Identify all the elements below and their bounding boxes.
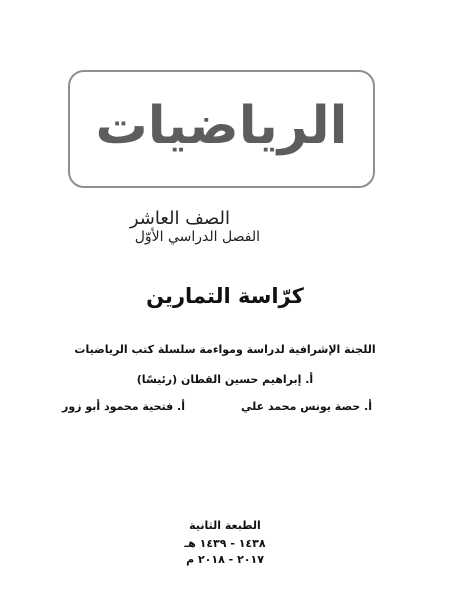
gregorian-year: ٢٠١٧ - ٢٠١٨ م <box>186 553 264 566</box>
committee-heading: اللجنة الإشرافية لدراسة ومواءمة سلسلة كتب الرياضيات <box>74 343 376 356</box>
semester-label: الفصل الدراسي الأوّل <box>134 229 260 245</box>
title-frame <box>68 70 375 188</box>
hijri-year: ١٤٣٨ - ١٤٣٩ هـ <box>184 537 266 550</box>
committee-chair: أ. إبراهيم حسين القطان (رئيسًا) <box>136 373 314 386</box>
workbook-title: كرّاسة التمارين <box>146 284 304 308</box>
edition-label: الطبعة الثانية <box>189 519 261 532</box>
committee-member: أ. فتحية محمود أبو زور <box>61 400 185 413</box>
book-title: الرياضيات <box>95 96 348 156</box>
grade-label: الصف العاشر <box>129 208 230 229</box>
committee-member: أ. حصة يونس محمد علي <box>240 400 372 413</box>
